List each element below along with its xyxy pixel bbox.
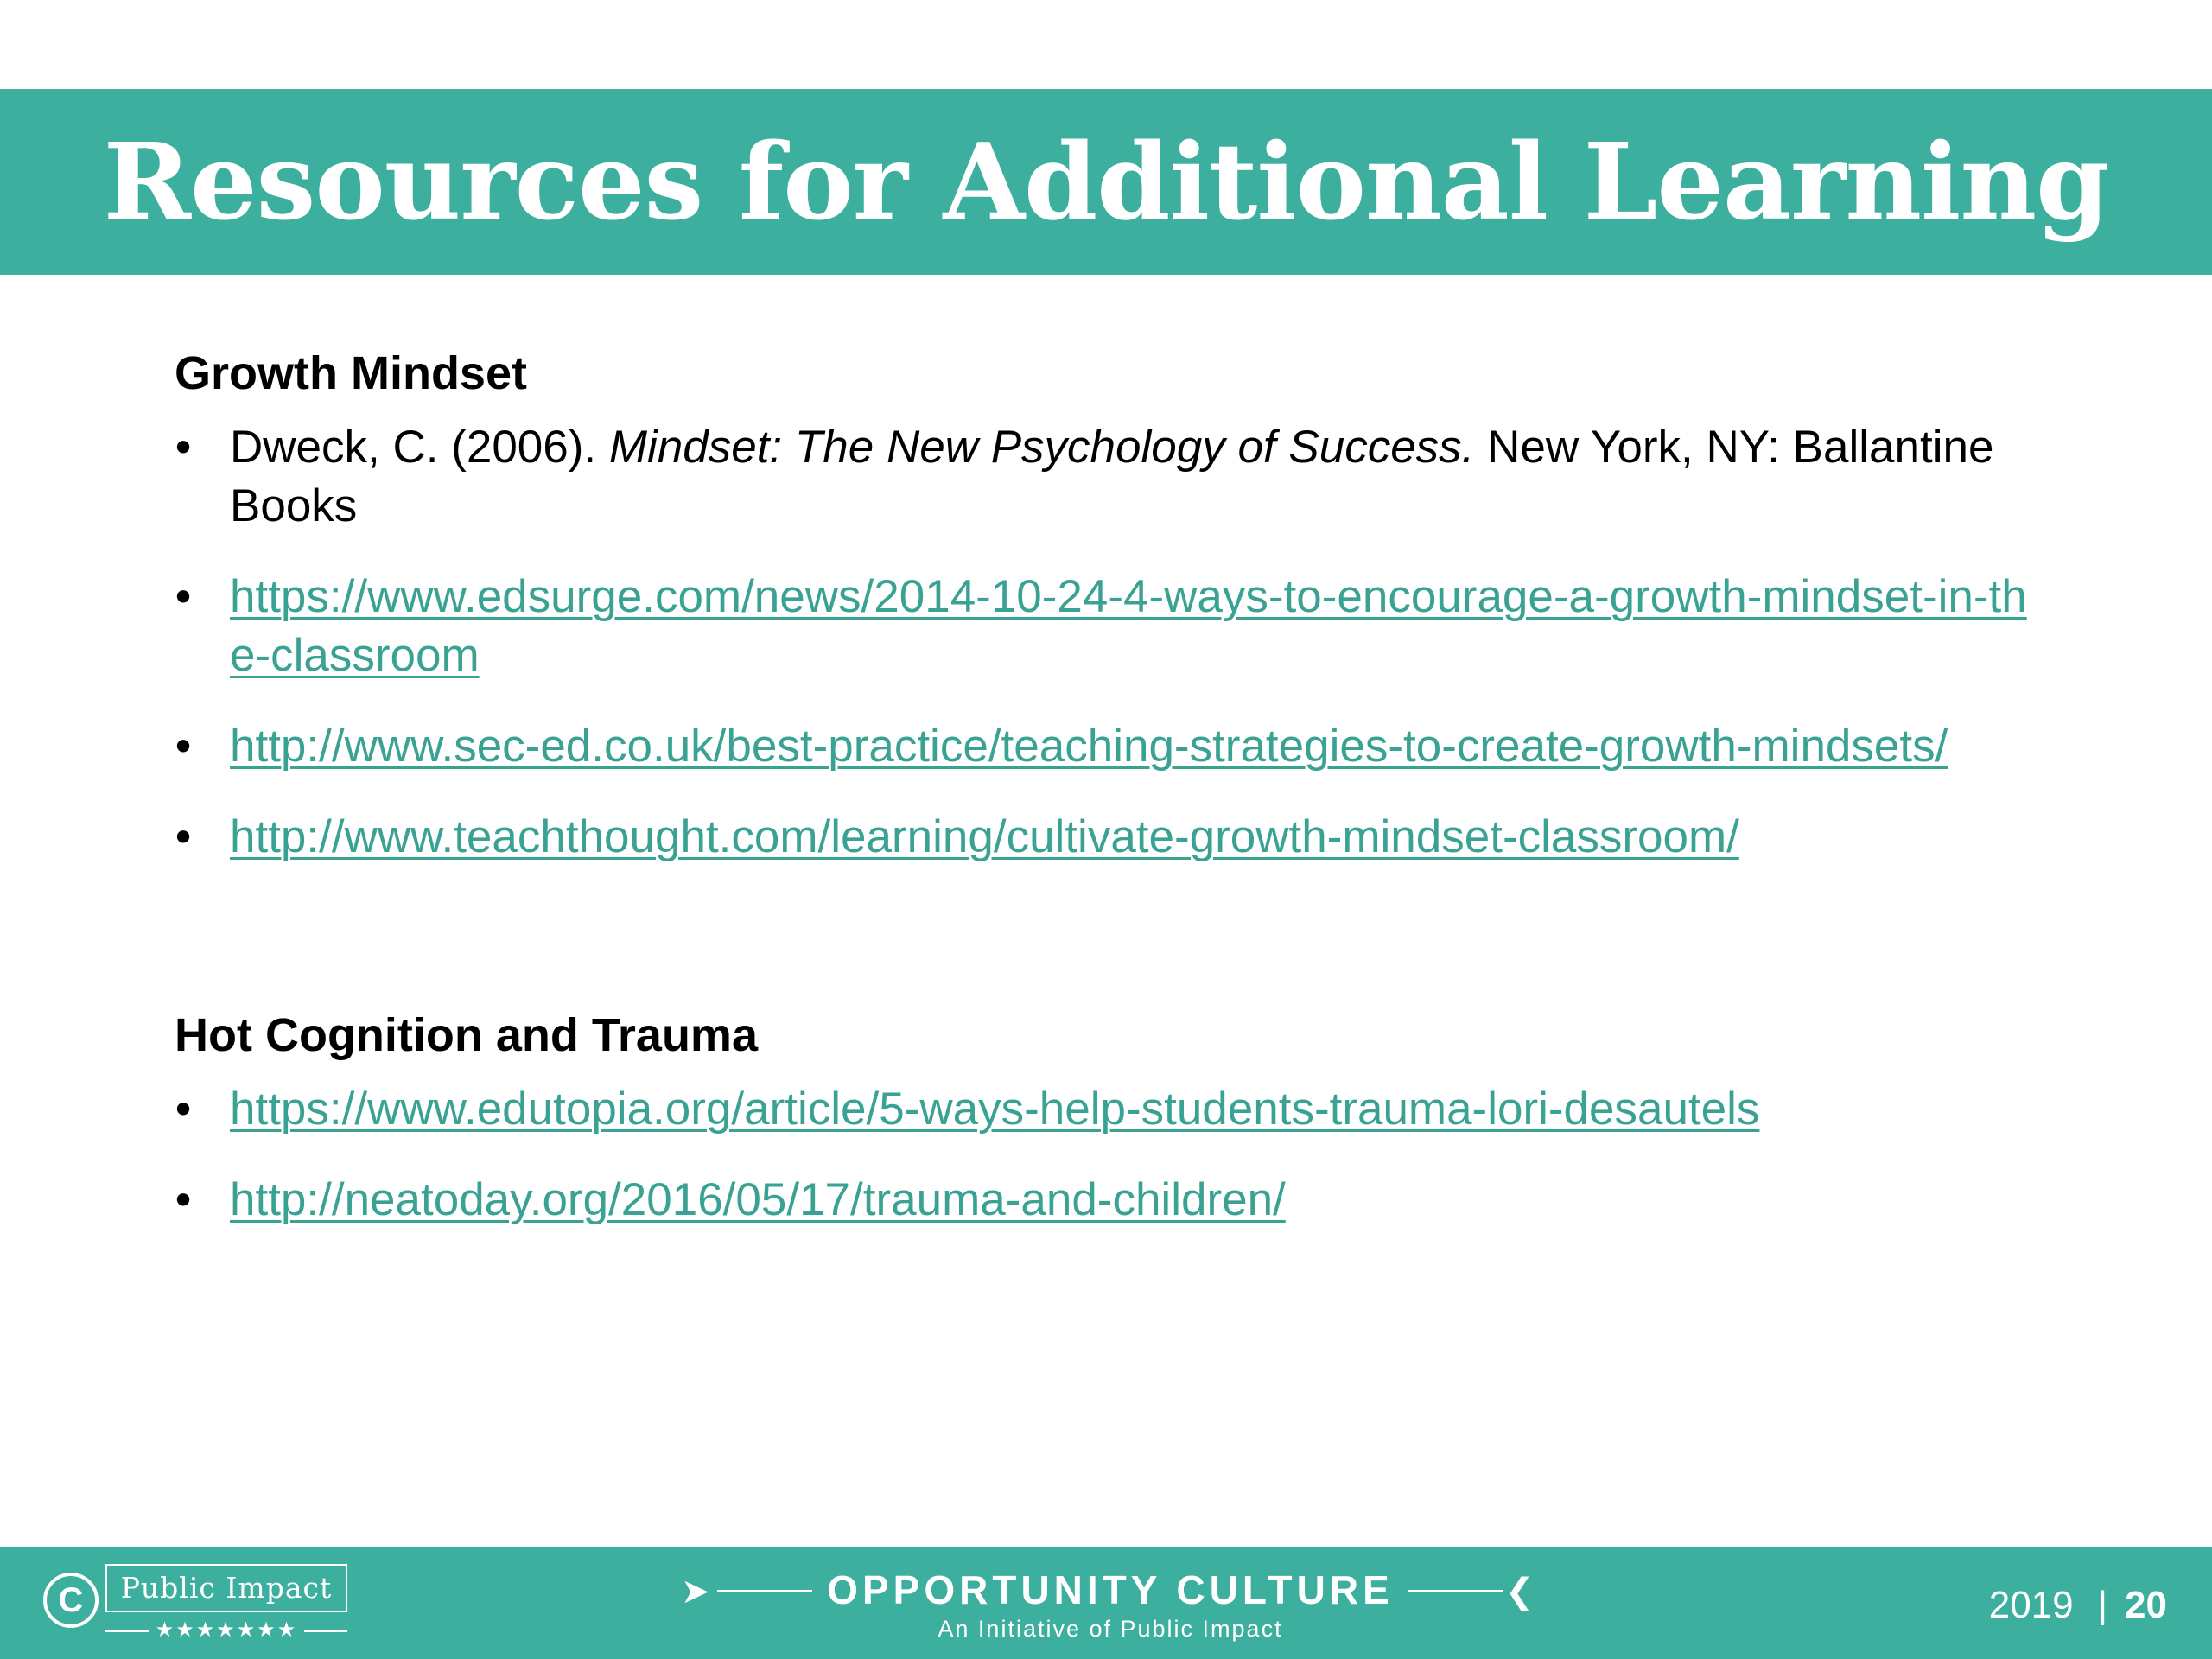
opportunity-culture-subtitle: An Initiative of Public Impact (938, 1616, 1283, 1642)
bullet: • (175, 1084, 192, 1135)
link-edsurge[interactable]: https://www.edsurge.com/news/2014-10-24-4-ways-to-encourage-a-growth-mindset-in-the-classroom (230, 571, 2027, 681)
resource-list-growth-mindset (175, 418, 2032, 867)
section-hot-cognition (175, 990, 2032, 1230)
page-info (1989, 1580, 2167, 1631)
footer-bar (0, 1547, 2212, 1659)
slide-title: Resources for Additional Learning (103, 119, 2109, 244)
list-item (175, 1080, 2032, 1139)
opportunity-culture-title: OPPORTUNITY CULTURE (827, 1567, 1394, 1612)
public-impact-stars: ★★★★★★★ (105, 1618, 347, 1643)
link-sec-ed[interactable]: http://www.sec-ed.co.uk/best-practice/teaching-strategies-to-create-growth-mindsets/ (230, 721, 1948, 772)
list-item (175, 418, 2032, 536)
section-heading-hot-cognition: Hot Cognition and Trauma (175, 1009, 758, 1061)
bullet: • (175, 811, 192, 862)
opportunity-culture-logo (674, 1564, 1547, 1650)
arrow-head-icon: ❮ (1505, 1573, 1535, 1611)
list-item (175, 717, 2032, 776)
bullet: • (175, 1174, 192, 1225)
section-heading-growth-mindset: Growth Mindset (175, 347, 527, 399)
citation-author-year: Dweck, C. (2006). (230, 422, 609, 473)
logo-line-left (717, 1590, 812, 1592)
year-label: 2019 (1988, 1584, 2074, 1626)
bullet: • (175, 571, 192, 622)
list-item (175, 568, 2032, 685)
resource-list-hot-cognition (175, 1080, 2032, 1230)
bullet: • (175, 721, 192, 772)
public-impact-logo-text: Public Impact (105, 1564, 347, 1612)
separator: | (2097, 1584, 2108, 1626)
link-neatoday[interactable]: http://neatoday.org/2016/05/17/trauma-and-children/ (230, 1174, 1286, 1225)
citation-book-title: Mindset: The New Psychology of Success. (608, 422, 1475, 473)
list-item (175, 1171, 2032, 1230)
slide-content (175, 328, 2032, 1262)
public-impact-logo (105, 1564, 347, 1650)
list-item (175, 808, 2032, 867)
title-bar (0, 89, 2212, 275)
link-teachthought[interactable]: http://www.teachthought.com/learning/cultivate-growth-mindset-classroom/ (230, 811, 1739, 862)
arrow-feather-icon: ➤ (681, 1573, 710, 1611)
page-number: 20 (2125, 1584, 2167, 1626)
link-edutopia[interactable]: https://www.edutopia.org/article/5-ways-help-students-trauma-lori-desautels (230, 1084, 1760, 1135)
copyright-icon: C (43, 1573, 99, 1628)
bullet: • (175, 422, 192, 473)
citation-publisher: New York, NY: Ballantine Books (230, 422, 1994, 531)
logo-line-right (1408, 1590, 1503, 1592)
